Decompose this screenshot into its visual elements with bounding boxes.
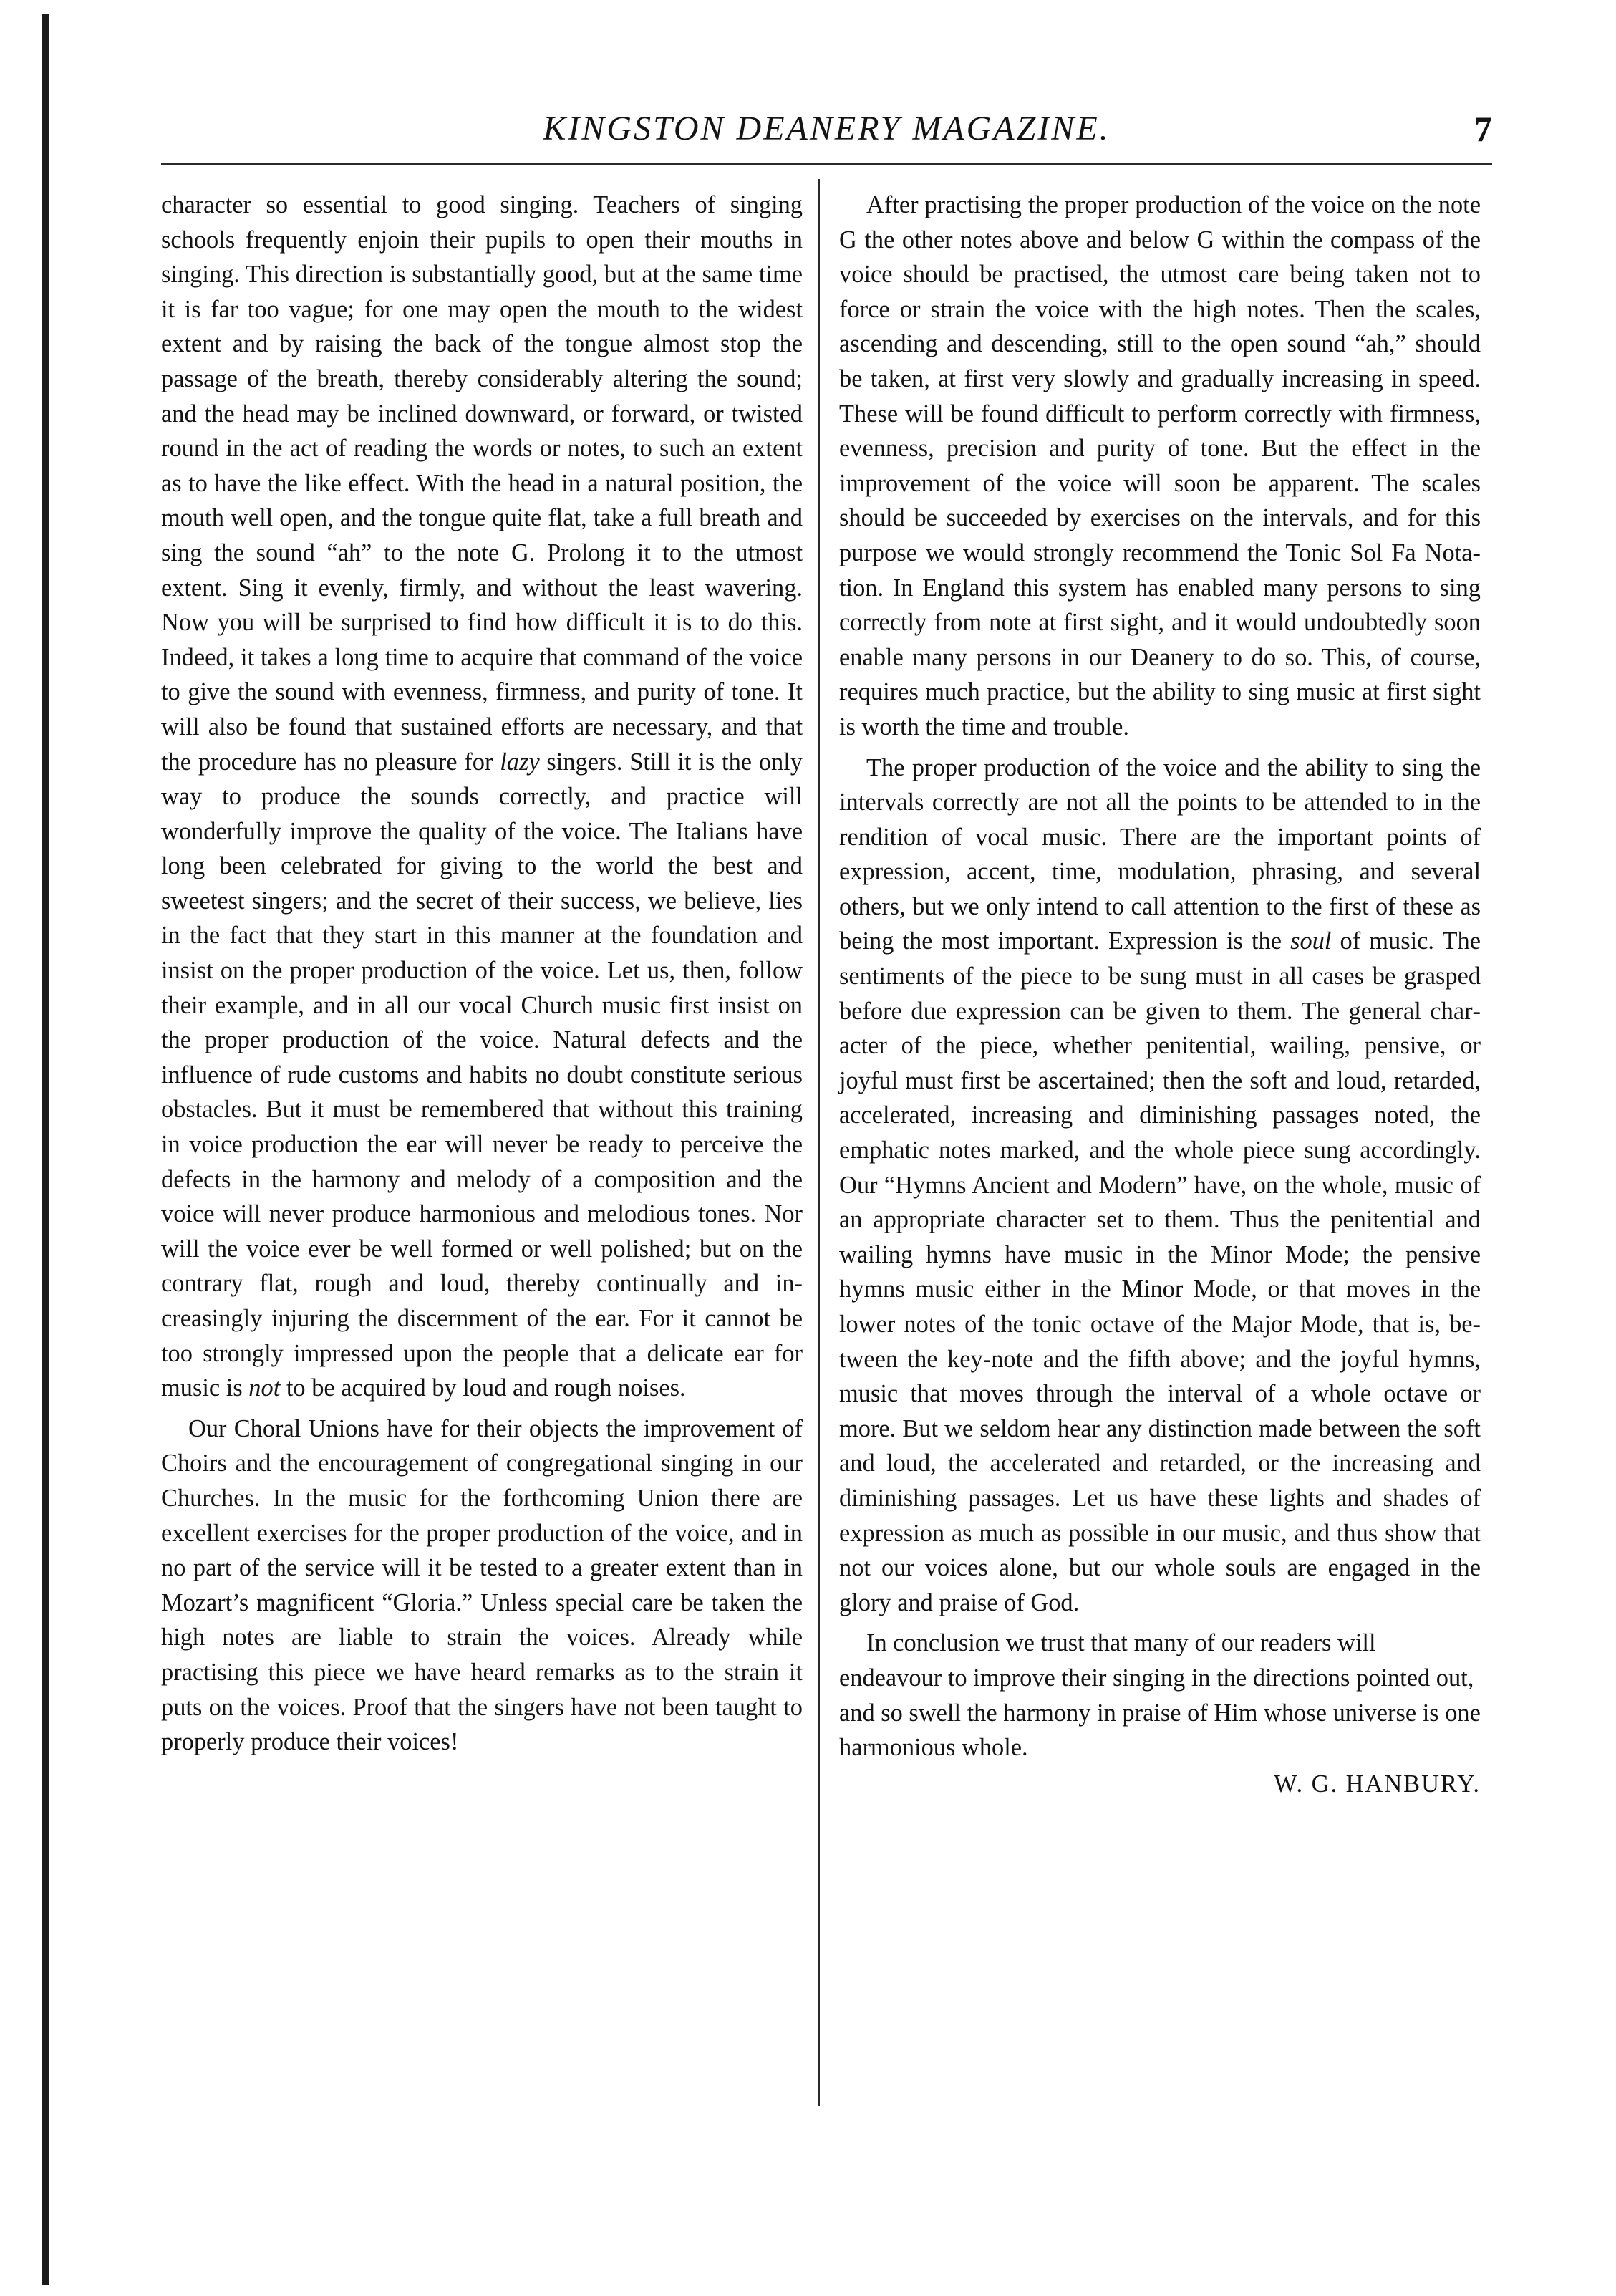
paragraph-scales-intervals: After practising the proper production of the voice on the note G the other notes above and below G within the compass of the voice should be practised, the utmost care being taken not to force or strain the voice with the high notes. Then the scales, ascending and descending, still to the open sound “ah,” should be taken, at first very slowly and gradually increasing in speed. These will be found difficult to perform correctly with firmness, evenness, precision and purity of tone. But the effect in the improvement of the voice will soon be apparent. The scales should be succeeded by exercises on the intervals, and for this purpose we would strongly recommend the Tonic Sol Fa Notation. In England this system has enabled many persons to sing correctly from note at first sight, and it would undoubtedly soon enable many persons in our Deanery to do so. This, of course, requires much practice, but the ability to sing music at first sight is worth the time and trouble.: [839, 191, 1481, 741]
emphasis-soul: soul: [1290, 927, 1332, 955]
paragraph-choral-unions: Our Choral Unions have for their objects the improvement of Choirs and the encouragement of congregational singing in our Churches. In the music for the forthcoming Union there are excellent exercises for the proper production of the voice, and in no part of the service will it be tested to a greater extent than in Mozart’s magnificent “Gloria.” Unless special care be taken the high notes are liable to strain the voices. Already while practising this piece we have heard remarks as to the strain it puts on the voices. Proof that the singers have not been taught to properly produce their voices!: [161, 1414, 803, 1756]
left-column: [161, 188, 803, 1760]
author-signature: W. G. HANBURY.: [1274, 1770, 1481, 1798]
emphasis-lazy: lazy: [500, 748, 540, 776]
page-number: 7: [1474, 109, 1492, 149]
emphasis-not: not: [248, 1374, 281, 1402]
paragraph-expression: The proper production of the voice and the ability to sing the intervals correctly are not all the points to be attended to in the rendition of vocal music. There are the important points of expression, accent, time, modulation, phrasing, and several others, but we only intend to call attention to the first of these as being the most important. Expression is the soul of music. The sentiments of the piece to be sung must in all cases be grasped before due expression can be given to them. The general character of the piece, whether penitential, wailing, pensive, or joyful must first be ascertained; then the soft and loud, retarded, accelerated, increasing and diminishing passages noted, the emphatic notes marked, and the whole piece sung accordingly. Our “Hymns Ancient and Modern” have, on the whole, music of an appropriate character set to them. Thus the penitential and wailing hymns have music in the Minor Mode; the pensive hymns music either in the Minor Mode, or that moves in the lower notes of the tonic octave of the Major Mode, that is, between the key-note and the fifth above; and the joyful hymns, music that moves through the interval of a whole octave or more. But we seldom hear any distinction made between the soft and loud, the accelerated and retarded, or the increasing and diminishing passages. Let us have these lights and shades of expression as much as possible in our music, and thus show that not our voices alone, but our whole souls are engaged in the glory and praise of God.: [839, 753, 1481, 1616]
header-rule: [161, 163, 1492, 165]
column-divider: [818, 179, 820, 2106]
right-column: [839, 188, 1481, 1801]
paragraph-voice-production: character so essential to good singing. Teachers of singing schools frequently enjoin their pupils to open their mouths in singing. This direction is substantially good, but at the same time it is far too vague; for one may open the mouth to the widest extent and by raising the back of the tongue almost stop the passage of the breath, thereby considerably altering the sound; and the head may be inclined downward, or forward, or twisted round in the act of reading the words or notes, to such an extent as to have the like effect. With the head in a natural position, the mouth well open, and the tongue quite flat, take a full breath and sing the sound “ah” to the note G. Prolong it to the utmost extent. Sing it evenly, firmly, and without the least wavering. Now you will be surprised to find how difficult it is to do this. Indeed, it takes a long time to acquire that command of the voice to give the sound with evenness, firmness, and purity of tone. It will also be found that sustained efforts are necessary, and that the procedure has no pleasure for lazy singers. Still it is the only way to produce the sounds correctly, and practice will wonderfully improve the quality of the voice. The Italians have long been celebrated for giving to the world the best and sweetest singers; and the secret of their success, we believe, lies in the fact that they start in this manner at the foundation and insist on the proper production of the voice. Let us, then, follow their example, and in all our vocal Church music first insist on the proper production of the voice. Natural defects and the influence of rude customs and habits no doubt constitute serious obstacles. But it must be remembered that without this training in voice production the ear will never be ready to perceive the defects in the harmony and melody of a composition and the voice will never produce harmonious and melodious tones. Nor will the voice ever be well formed or well polished; but on the contrary flat, rough and loud, thereby continually and increasingly injuring the discernment of the ear. For it cannot be too strongly impressed upon the people that a delicate ear for music is not to be acquired by loud and rough noises.: [161, 191, 803, 1402]
page-binding-edge: [42, 14, 49, 2285]
page-header: [161, 107, 1492, 172]
running-title: KINGSTON DEANERY MAGAZINE.: [543, 110, 1111, 148]
paragraph-conclusion: In conclusion we trust that many of our readers will endeavour to improve their singing in the directions pointed out, and so swell the harmony in praise of Him whose universe is one harmonious whole. W. G. HANBURY.: [839, 1626, 1481, 1801]
